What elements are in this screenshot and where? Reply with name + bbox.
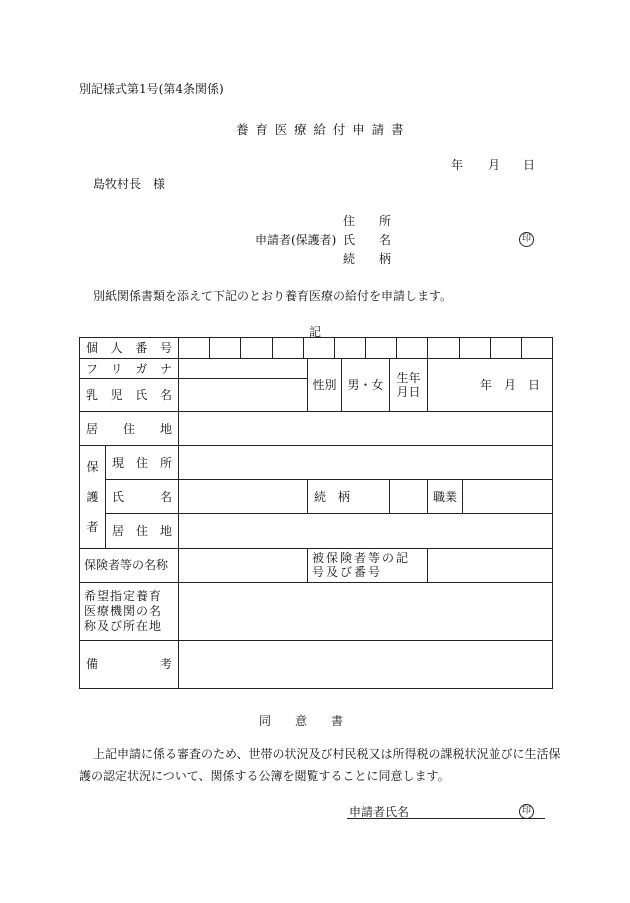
guardian-label-text: 保護者: [86, 459, 99, 534]
row-remarks: [80, 640, 553, 688]
seal-mark: [519, 230, 534, 247]
date-month: 月: [488, 158, 501, 172]
personal-number-label: 個 人 番 号: [86, 341, 172, 356]
applicant-name-label: 氏 名: [343, 233, 392, 247]
applicant-address-label: 住 所: [343, 214, 392, 228]
current-address-input[interactable]: [179, 446, 553, 480]
hospital-label: [80, 582, 179, 640]
hospital-label-text: 希望指定養育医療機関の名称及び所在地: [84, 588, 163, 633]
remarks-label: 備 考: [86, 657, 172, 672]
birth-label-text: 生年月日: [396, 371, 421, 400]
guardian-residence-label: 居 住 地: [112, 524, 172, 539]
intro-text: 別紙関係書類を添えて下記のとおり養育医療の給付を申請します。: [93, 289, 453, 303]
furigana-label: フ リ ガ ナ: [86, 361, 172, 376]
signature-seal: 印: [519, 804, 534, 819]
guardian-name-input[interactable]: [179, 480, 308, 514]
insurer-label: 保険者等の名称: [80, 548, 179, 582]
infant-name-label: 乳 児 氏 名: [86, 388, 172, 403]
guardian-job-label: 職業: [428, 480, 463, 513]
row-furigana: [80, 359, 553, 379]
applicant-label: 申請者(保護者): [255, 233, 337, 247]
birth-value[interactable]: 年 月 日: [428, 359, 553, 412]
row-hospital: [80, 582, 553, 640]
date-day: 日: [523, 158, 536, 172]
guardian-label: [80, 446, 106, 548]
applicant-seal: 印: [519, 232, 534, 247]
row-residence: [80, 412, 553, 446]
form-reference: 別記様式第1号(第4条関係): [79, 82, 224, 96]
applicant-relation-label: 続 柄: [343, 252, 392, 266]
insured-input[interactable]: [428, 548, 553, 582]
consent-body-line2: 護の認定状況について、関係する公簿を閲覧することに同意します。: [79, 769, 450, 783]
guardian-residence-input[interactable]: [179, 514, 553, 548]
guardian-job-input[interactable]: [463, 480, 552, 513]
guardian-job-cell[interactable]: [428, 480, 553, 514]
guardian-relation-label: 続 柄: [308, 480, 390, 514]
form-title: 養育医療給付申請書: [236, 122, 411, 137]
sex-label: 性別: [308, 359, 342, 412]
insurer-input[interactable]: [179, 548, 308, 582]
row-insurer: [80, 548, 553, 582]
sex-value[interactable]: 男・女: [342, 359, 390, 412]
signature-seal-mark: [519, 802, 534, 819]
ki-heading: 記: [309, 325, 322, 339]
infant-name-input[interactable]: [179, 379, 308, 412]
recipient: 島牧村長 様: [93, 177, 166, 191]
consent-title: 同 意 書: [259, 714, 344, 728]
birth-label: [390, 359, 428, 412]
residence-label: 居 住 地: [86, 421, 172, 436]
date-year: 年: [451, 158, 464, 172]
row-guardian-name: [80, 480, 553, 514]
application-table: [79, 337, 553, 689]
insured-label-text: 被保険者等の記号及び番号: [312, 551, 411, 580]
signature-label: 申請者氏名: [349, 805, 410, 819]
insured-label: [308, 548, 428, 582]
current-address-label: 現 住 所: [112, 455, 172, 470]
row-personal-number: [80, 338, 553, 359]
personal-number-cells[interactable]: [179, 338, 553, 359]
consent-body-line1: 上記申請に係る審査のため、世帯の状況及び村民税又は所得税の課税状況並びに生活保: [93, 747, 561, 761]
row-guardian-address: [80, 446, 553, 480]
furigana-input[interactable]: [179, 359, 308, 379]
guardian-relation-input[interactable]: [390, 480, 428, 514]
hospital-input[interactable]: [179, 582, 553, 640]
row-guardian-residence: [80, 514, 553, 548]
remarks-input[interactable]: [179, 640, 553, 688]
residence-input[interactable]: [179, 412, 553, 446]
guardian-name-label: 氏 名: [112, 489, 172, 504]
